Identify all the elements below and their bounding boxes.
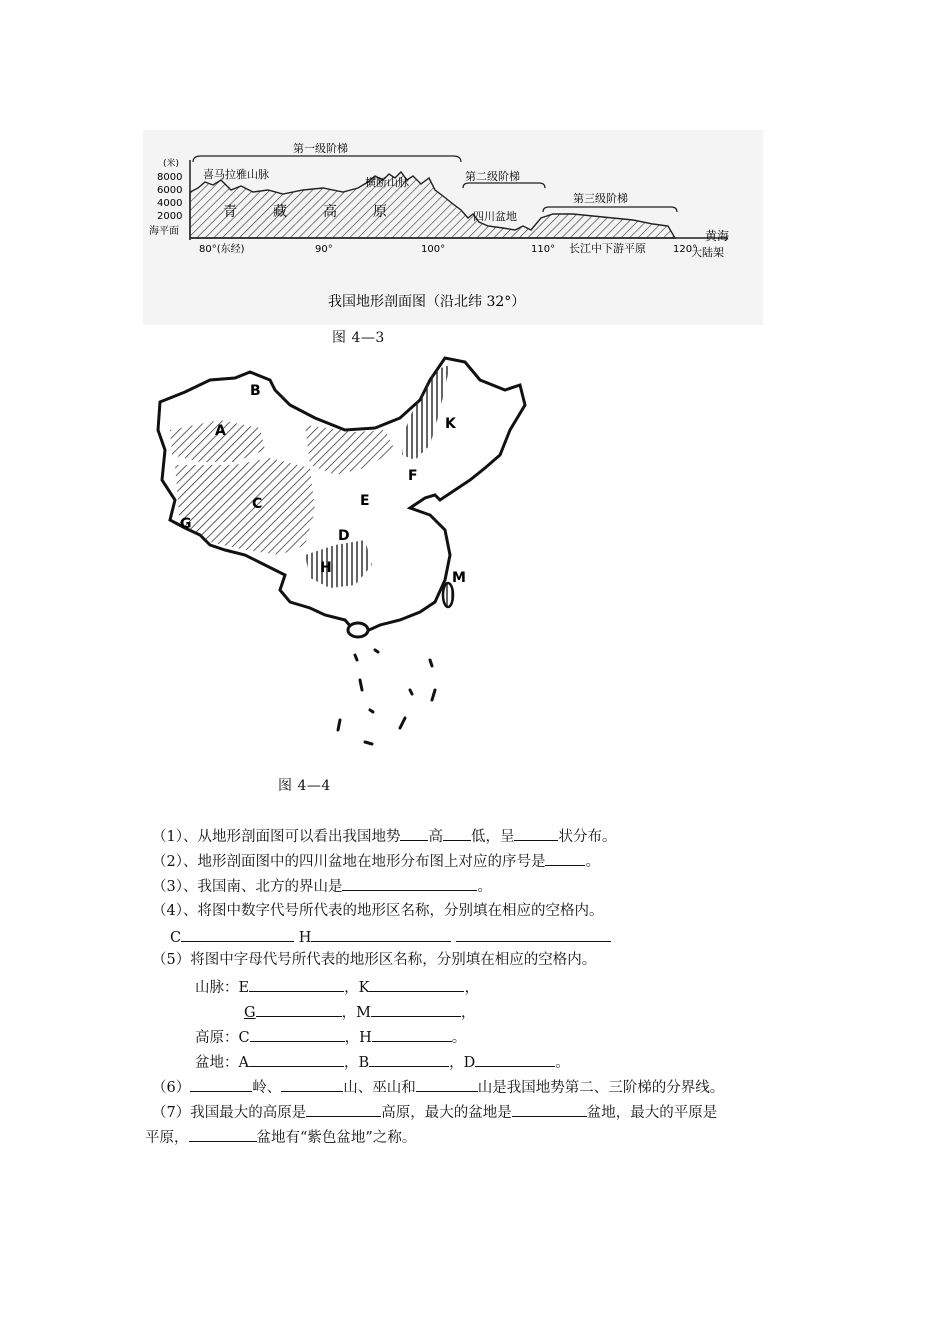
profile-title: 我国地形剖面图（沿北纬 32°） [328,294,526,310]
question-5-plateaus: 高原：C ，H 。 [195,1026,466,1048]
map-label-h: H [320,560,332,576]
x-tick: 80°(东经) [199,244,245,255]
question-5-mountains-row-2: G ，M ， [244,1001,475,1023]
question-5-basins: 盆地：A ，B ，D 。 [195,1051,570,1073]
question-5-mountains-row-1: 山脉：E ，K ， [195,976,479,998]
answer-blank-m[interactable] [371,1001,461,1017]
step-2-bracket [463,183,545,188]
map-label-b: B [250,383,261,399]
y-tick: 8000 [157,172,183,183]
terrain-label: 大陆架 [691,246,724,259]
terrain-profile-chart [143,130,763,325]
answer-blank-d[interactable] [475,1051,555,1067]
terrain-label: 横断山脉 [365,176,409,189]
map-label-a: A [215,423,226,439]
answer-blank[interactable] [281,1076,343,1092]
map-label-f: F [408,468,418,484]
terrain-label: 藏 [273,204,287,220]
step-label-3: 第三级阶梯 [573,192,628,205]
map-label-d: D [338,528,350,544]
question-7-line-2: 平原， 盆地有“紫色盆地”之称。 [145,1126,416,1148]
answer-blank[interactable] [456,926,611,942]
answer-blank-b[interactable] [369,1051,449,1067]
china-map [140,350,540,760]
answer-blank-g[interactable] [256,1001,342,1017]
figure-caption-4-4: 图 4—4 [278,778,331,794]
answer-blank-k[interactable] [369,976,464,992]
x-tick: 100° [421,244,446,255]
question-5: （5）将图中字母代号所代表的地形区名称，分别填在相应的空格内。 [152,952,597,968]
step-1-bracket [193,156,461,162]
answer-blank[interactable] [416,1076,478,1092]
map-label-m: M [452,570,466,586]
answer-blank[interactable] [514,825,558,841]
y-tick: 2000 [157,211,183,222]
y-unit: (米) [163,159,180,169]
question-3: （3）、我国南、北方的界山是 。 [152,875,492,897]
answer-blank-e[interactable] [249,976,344,992]
answer-blank-a[interactable] [249,1051,344,1067]
terrain-label: 青 [223,204,237,220]
answer-blank[interactable] [512,1101,587,1117]
taiwan-island [443,583,453,607]
south-sea-islands [338,650,435,744]
figure-caption-4-3: 图 4—3 [332,330,385,346]
terrain-label: 原 [373,204,387,220]
answer-blank[interactable] [306,1101,381,1117]
terrain-profile-figure [143,130,763,325]
terrain-label: 黄海 [705,229,730,243]
x-tick: 110° [531,244,556,255]
question-1: （1）、从地形剖面图可以看出我国地势 高 低，呈 状分布。 [152,825,616,847]
china-map-figure [140,350,540,760]
answer-blank-c[interactable] [250,1026,345,1042]
step-label-2: 第二级阶梯 [465,170,520,183]
y-tick: 6000 [157,185,183,196]
hainan-island [348,623,368,637]
question-7-line-1: （7）我国最大的高原是 高原，最大的盆地是 盆地，最大的平原是 [152,1101,717,1123]
map-label-e: E [360,493,370,509]
question-2: （2）、地形剖面图中的四川盆地在地形分布图上对应的序号是 。 [152,850,600,872]
map-label-c: C [252,496,263,512]
question-4-answers: C H [170,926,611,948]
step-label-1: 第一级阶梯 [293,142,348,155]
terrain-profile-shape [190,172,675,238]
terrain-label: 高 [323,204,337,220]
answer-blank[interactable] [443,825,471,841]
question-6: （6） 岭、 山、巫山和 山是我国地势第二、三阶梯的分界线。 [152,1076,724,1098]
answer-blank-h[interactable] [311,926,451,942]
y-tick: 海平面 [149,226,179,237]
answer-blank-h[interactable] [372,1026,452,1042]
map-label-k: K [445,416,456,432]
answer-blank[interactable] [342,875,477,891]
x-tick: 120° [673,244,698,255]
answer-blank-c[interactable] [181,926,294,942]
map-label-g: G [180,516,192,532]
y-tick: 4000 [157,198,183,209]
terrain-label: 长江中下游平原 [569,242,646,255]
terrain-label: 喜马拉雅山脉 [203,168,269,181]
x-tick: 90° [315,244,333,255]
terrain-label: 四川盆地 [473,210,517,223]
question-4: （4）、将图中数字代号所代表的地形区名称，分别填在相应的空格内。 [152,903,604,919]
region-tibet [175,458,315,555]
step-3-bracket [543,207,677,212]
answer-blank[interactable] [190,1076,252,1092]
answer-blank[interactable] [545,850,585,866]
answer-blank[interactable] [400,825,428,841]
answer-blank[interactable] [189,1126,257,1142]
